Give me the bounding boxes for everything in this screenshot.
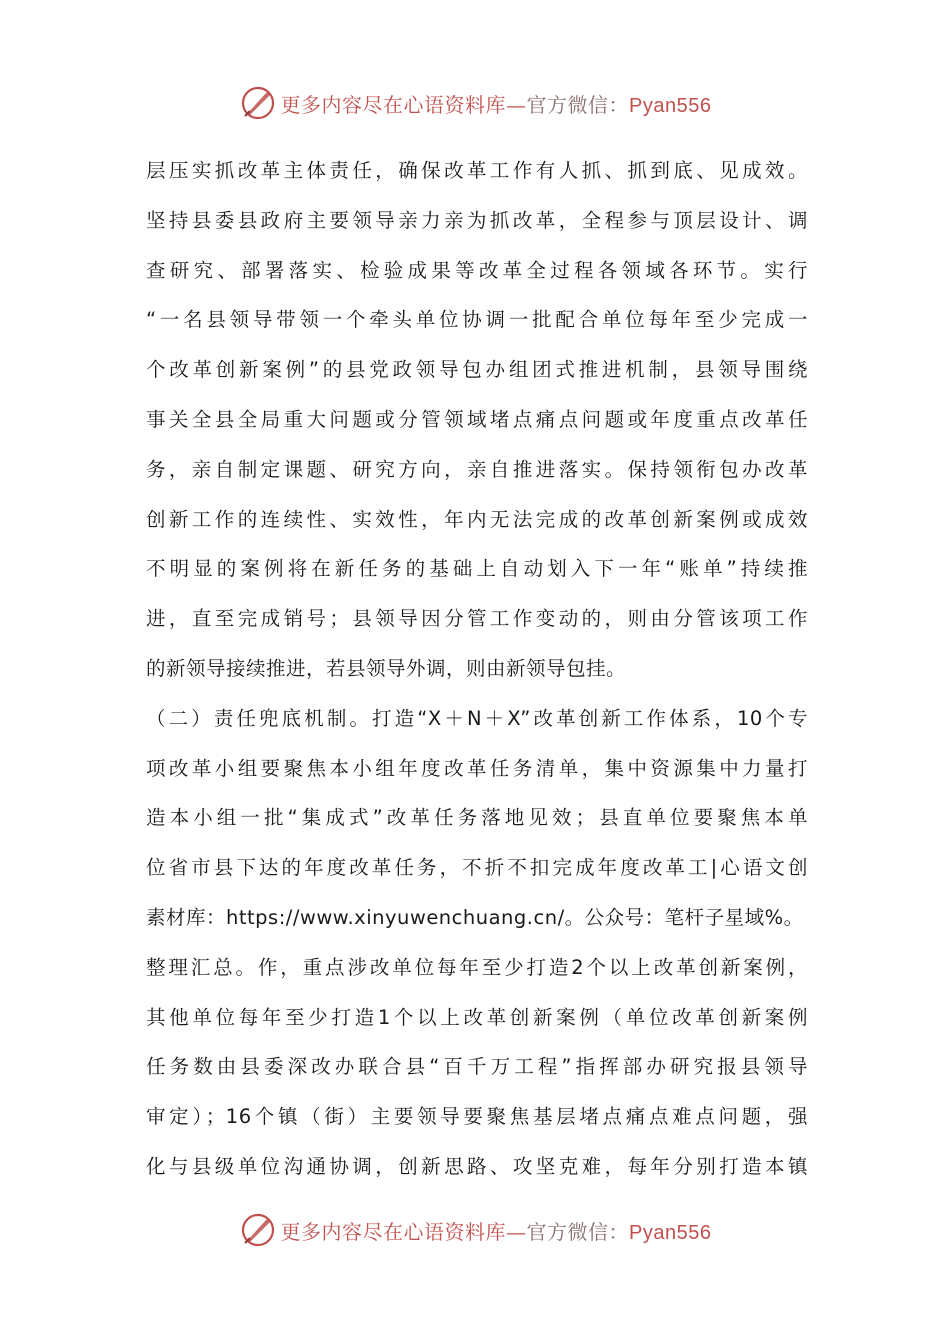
text-line: 进，直至完成销号；县领导因分管工作变动的，则由分管该项工作 — [146, 607, 808, 631]
footer-banner — [0, 1205, 950, 1255]
text-line: 位省市县下达的年度改革任务，不折不扣完成年度改革工|心语文创 — [146, 856, 808, 880]
text-line: 事关全县全局重大问题或分管领域堵点痛点问题或年度重点改革任 — [146, 407, 808, 431]
text-line: 个改革创新案例”的县党政领导包办组团式推进机制，县领导围绕 — [146, 358, 808, 382]
text-line: 务，亲自制定课题、研究方向，亲自推进落实。保持领衔包办改革 — [146, 457, 808, 481]
text-line: 的新领导接续推进，若县领导外调，则由新领导包挂。 — [146, 656, 627, 680]
quill-logo-icon — [239, 84, 277, 122]
text-line: 不明显的案例将在新任务的基础上自动划入下一年“账单”持续推 — [146, 557, 808, 581]
text-line: 任务数由县委深改办联合县“百千万工程”指挥部办研究报县领导 — [146, 1055, 808, 1079]
text-line: 整理汇总。作，重点涉改单位每年至少打造2个以上改革创新案例， — [146, 955, 808, 979]
text-line: 其他单位每年至少打造1个以上改革创新案例（单位改革创新案例 — [146, 1005, 808, 1029]
header-wechat-id: Pyan556 — [629, 94, 712, 117]
footer-dash: — — [506, 1219, 527, 1244]
text-line: （二）责任兜底机制。打造“X＋N＋X”改革创新工作体系，10个专 — [146, 706, 808, 730]
text-line: 化与县级单位沟通协调，创新思路、攻坚克难，每年分别打造本镇 — [146, 1154, 808, 1178]
footer-wechat-id: Pyan556 — [629, 1221, 712, 1244]
header-banner — [0, 78, 950, 128]
header-dash: — — [506, 92, 527, 117]
text-line: 造本小组一批“集成式”改革任务落地见效；县直单位要聚焦本单 — [146, 806, 808, 830]
footer-main-text: 更多内容尽在心语资料库 — [280, 1219, 507, 1244]
text-line: 查研究、部署落实、检验成果等改革全过程各领域各环节。实行 — [146, 258, 808, 282]
header-main-text: 更多内容尽在心语资料库 — [280, 92, 507, 117]
text-line: 坚持县委县政府主要领导亲力亲为抓改革，全程参与顶层设计、调 — [146, 208, 808, 232]
header-wechat-label: 官方微信： — [526, 92, 630, 117]
text-line: 素材库：https://www.xinyuwenchuang.cn/。公众号：笔杆子星域%。 — [146, 905, 804, 929]
text-line: 层压实抓改革主体责任，确保改革工作有人抓、抓到底、见成效。 — [146, 159, 808, 182]
document-body — [146, 146, 808, 1192]
footer-wechat-label: 官方微信： — [526, 1219, 630, 1244]
text-line: 项改革小组要聚焦本小组年度改革任务清单，集中资源集中力量打 — [146, 756, 808, 780]
text-line: 审定）；16个镇（街）主要领导要聚焦基层堵点痛点难点问题，强 — [146, 1105, 808, 1129]
text-line: “一名县领导带领一个牵头单位协调一批配合单位每年至少完成一 — [146, 308, 808, 332]
quill-logo-icon — [239, 1211, 277, 1249]
text-line: 创新工作的连续性、实效性，年内无法完成的改革创新案例或成效 — [146, 507, 808, 531]
